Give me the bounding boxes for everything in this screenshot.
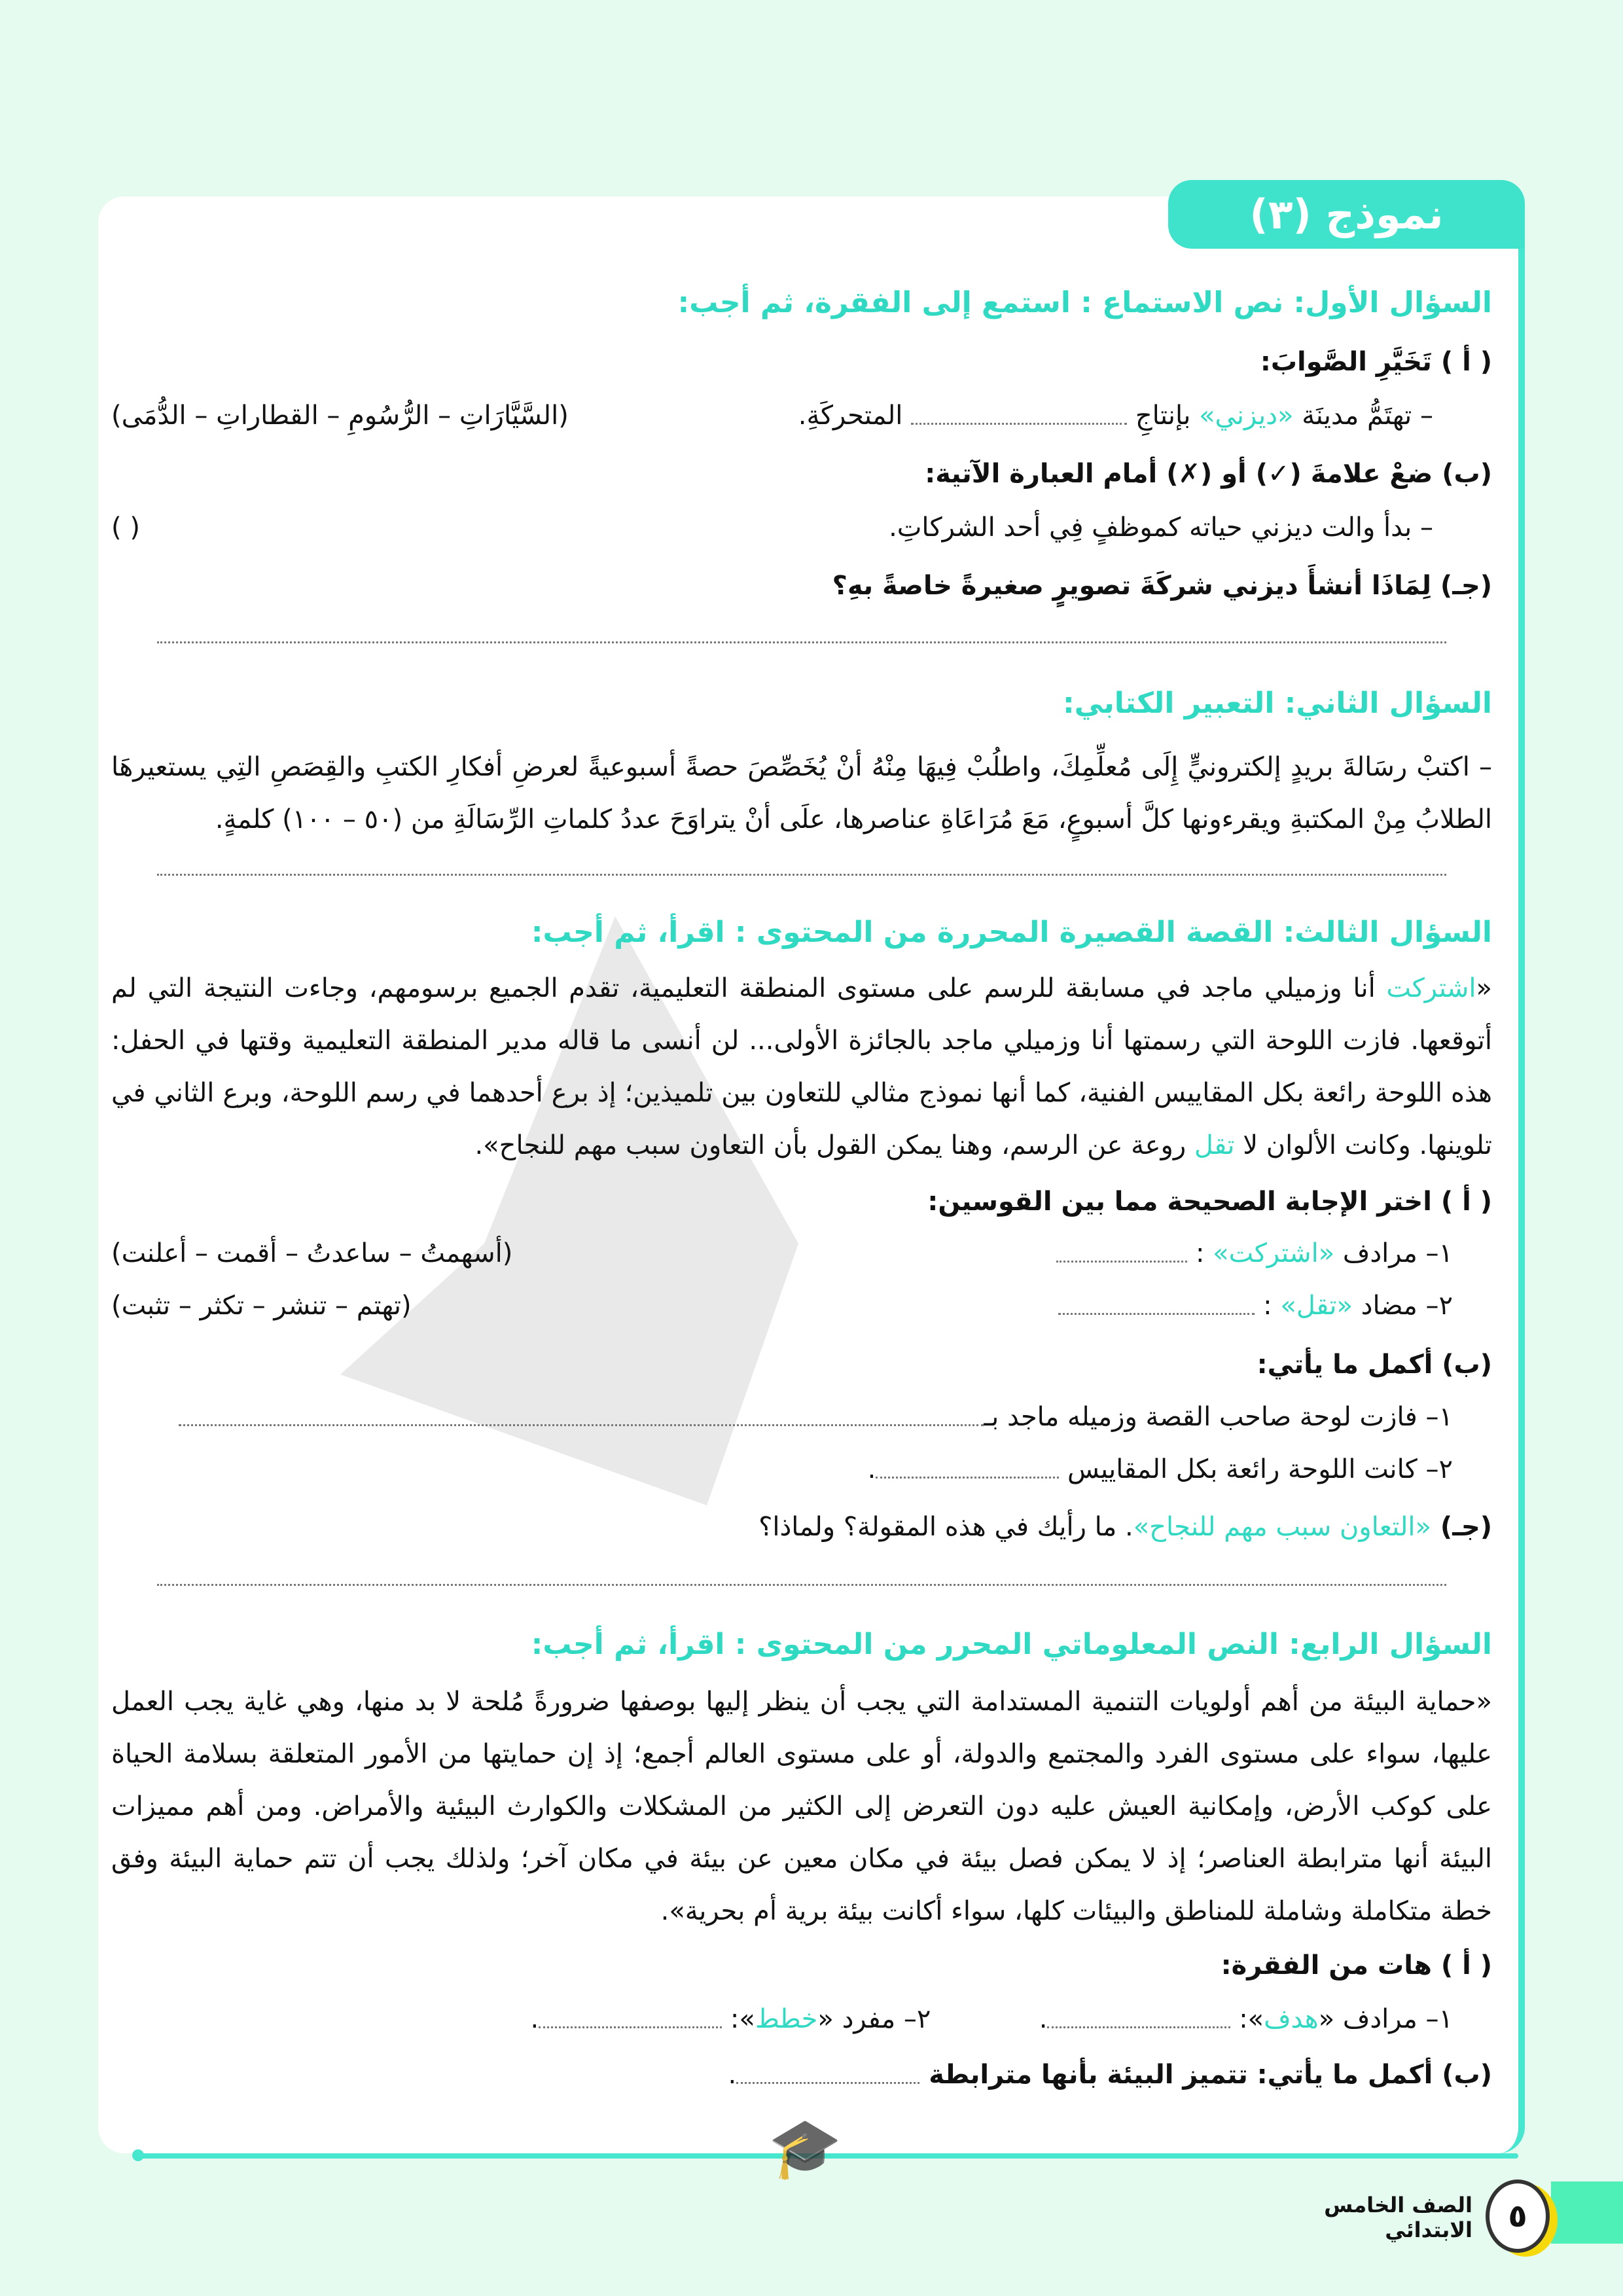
answer-blank[interactable] <box>736 2069 919 2084</box>
label: (ب) أكمل ما يأتي: <box>1257 2060 1492 2090</box>
nezakr-logo: 🎓 <box>768 2114 842 2183</box>
q3-heading: السؤال الثالث: القصة القصيرة المحررة من المحتوى : اقرأ، ثم أجب: <box>531 916 1492 949</box>
text: ٢– مفرد « <box>817 2004 931 2034</box>
text: أنا وزميلي ماجد في مسابقة للرسم على مستوى المنطقة التعليمية، تقدم الجميع برسومهم، وجاءت النتيجة التي لم أتوقعها. فازت اللوحة التي رسمتها أنا وزميلي ماجد بالجائزة الأولى... لن أنسى ما قاله مدير المنطقة التعليمية وقتها في الحفل: هذه اللوحة رائعة بكل المقاييس الفنية، كما أنها نموذج مثالي للتعاون بين تلميذين؛ إذ برع أحدهما في رسم اللوحة، وبرع الثاني في تلوينها. وكانت الألوان لا <box>111 973 1492 1160</box>
divider-dot <box>132 2149 144 2161</box>
text: . ما رأيك في هذه المقولة؟ ولماذا؟ <box>758 1512 1133 1542</box>
q1-b-label: (ب) ضعْ علامةَ (✓) أو (✗) أمام العبارة الآتية: <box>925 459 1492 489</box>
answer-blank[interactable] <box>876 1463 1059 1479</box>
highlight-word: اشتركت <box>1386 973 1476 1003</box>
answer-line[interactable] <box>157 641 1446 643</box>
answer-line[interactable] <box>157 874 1446 876</box>
answer-blank[interactable] <box>1047 2013 1230 2028</box>
q2-heading: السؤال الثاني: التعبير الكتابي: <box>1063 687 1492 720</box>
highlight-word: تقل <box>1194 1130 1235 1160</box>
q3-b1 <box>111 1391 1492 1443</box>
q1-a-label: ( أ ) تَخَيَّرِ الصَّوابَ: <box>1260 347 1492 377</box>
q3-story <box>111 962 1492 1172</box>
answer-blank[interactable] <box>911 410 1127 425</box>
q3-b-label: (ب) أكمل ما يأتي: <box>1257 1350 1492 1380</box>
text: المتحركَةِ. <box>798 401 912 431</box>
answer-blank[interactable] <box>1056 1247 1187 1263</box>
grade-label: الصف الخامس الابتدائي <box>1324 2193 1472 2242</box>
page-number: ٥ <box>1486 2179 1550 2253</box>
q4-text: «حماية البيئة من أهم أولويات التنمية المستدامة التي يجب أن ينظر إليها بوصفها ضرورةً مُلحة لا بد منها، وهي غاية يجب العمل عليها، سواء على مستوى الفرد والمجتمع والدولة، أو على مستوى العالم أجمع؛ إذ إن حمايتها من الأمور المتعلقة بسلامة الحياة على كوكب الأرض، وإمكانية العيش عليه دون التعرض إلى الكثير من المشكلات والكوارث البيئية والأمراض. ومن أهم مميزات البيئة أنها مترابطة العناصر؛ إذ لا يمكن فصل بيئة في مكان معين عن بيئة في مكان آخر؛ ولذلك يجب أن تتم حماية البيئة وفق خطة متكاملة وشاملة للمناطق والبيئات كلها، سواء أكانت بيئة برية أم بحرية». <box>111 1687 1492 1926</box>
q4-a-label: ( أ ) هات من الفقرة: <box>1221 1950 1492 1981</box>
text: تتميز البيئة بأنها مترابطة <box>919 2060 1257 2090</box>
q1-a-item <box>111 389 1492 442</box>
text: « <box>1476 973 1492 1003</box>
answer-blank[interactable] <box>179 1411 984 1426</box>
page-tab <box>1551 2181 1623 2244</box>
q3-a1-options: (أسهمتُ – ساعدتُ – أقمت – أعلنت) <box>111 1238 513 1268</box>
q4-heading: السؤال الرابع: النص المعلوماتي المحرر من المحتوى : اقرأ، ثم أجب: <box>531 1628 1492 1661</box>
text: بإنتاجِ <box>1127 401 1200 431</box>
q3-a-label: ( أ ) اختر الإجابة الصحيحة مما بين القوسين: <box>927 1187 1492 1217</box>
text: »: <box>1230 2004 1264 2034</box>
text: »: <box>722 2004 755 2034</box>
q4-a-items: ١– مرادف «هدف»: . ٢– مفرد «خطط»: . <box>530 2004 1453 2034</box>
answer-blank[interactable] <box>1058 1300 1255 1315</box>
text: ١– فازت لوحة صاحب القصة وزميله ماجد بـ <box>984 1402 1453 1432</box>
text: ٢– مضاد <box>1352 1291 1453 1321</box>
text: (جـ) <box>1431 1512 1492 1542</box>
model-title: نموذج (٣) <box>1168 180 1525 249</box>
text: ١– مرادف « <box>1318 2004 1453 2034</box>
highlight-word: هدف <box>1264 2004 1319 2034</box>
text: – بدأ والت ديزني حياته كموظفٍ فِي أحد الشركاتِ. <box>889 512 1433 543</box>
answer-box[interactable]: ( ) <box>111 512 140 543</box>
q1-a-options: (السَّيَّارَاتِ – الرُّسُومِ – القطاراتِ – الدُّمَى) <box>111 401 569 431</box>
text: – تهتَمُّ مدينَة <box>1293 401 1433 431</box>
q1-b-item <box>111 501 1492 554</box>
text: روعة عن الرسم، وهنا يمكن القول بأن التعاون سبب مهم للنجاح». <box>474 1130 1194 1160</box>
q1-c-label: (جـ) لِمَاذَا أنشأَ ديزني شركَةَ تصويرٍ صغيرةً خاصةً بهِ؟ <box>832 571 1492 601</box>
highlight-word: «ديزني» <box>1199 401 1294 431</box>
answer-line[interactable] <box>157 1584 1446 1586</box>
text: ٢– كانت اللوحة رائعة بكل المقاييس <box>1067 1454 1453 1484</box>
highlight-quote: «التعاون سبب مهم للنجاح» <box>1133 1512 1431 1542</box>
q4-b: (ب) أكمل ما يأتي: تتميز البيئة بأنها مترابطة . <box>728 2060 1492 2090</box>
text: ١– مرادف <box>1334 1238 1453 1268</box>
answer-blank[interactable] <box>539 2013 722 2028</box>
q3-a2-options: (تهتم – تنشر – تكثر – تثبت) <box>111 1291 412 1321</box>
highlight-word: خطط <box>755 2004 818 2034</box>
q3-a1: ١– مرادف «اشتركت» : (أسهمتُ – ساعدتُ – أقمت – أعلنت) <box>111 1227 1492 1280</box>
q3-a2: ٢– مضاد «تقل» : (تهتم – تنشر – تكثر – تثبت) <box>111 1280 1492 1332</box>
q1-heading: السؤال الأول: نص الاستماع : استمع إلى الفقرة، ثم أجب: <box>677 286 1492 319</box>
q2-text: – اكتبْ رسَالةَ بريدٍ إلكترونيٍّ إِلَى مُعلِّمِكَ، واطلُبْ فِيهَا مِنْهُ أنْ يُخَصِّصَ حصةً أسبوعيةً لعرضِ أفكارِ الكتبِ والقِصَصِ التِي يستعيرهَا الطلابُ مِنْ المكتبةِ ويقرءونها كلَّ أسبوعٍ، مَعَ مُرَاعَاةِ عناصرها، علَى أنْ يتراوَحَ عددُ كلماتِ الرِّسَالَةِ من (٥٠ – ١٠٠) كلمةٍ. <box>111 752 1492 834</box>
highlight-word: «اشتركت» <box>1213 1238 1335 1268</box>
highlight-word: «تقل» <box>1280 1291 1353 1321</box>
q3-b2: ٢– كانت اللوحة رائعة بكل المقاييس . <box>867 1454 1453 1484</box>
q3-c <box>111 1501 1492 1553</box>
